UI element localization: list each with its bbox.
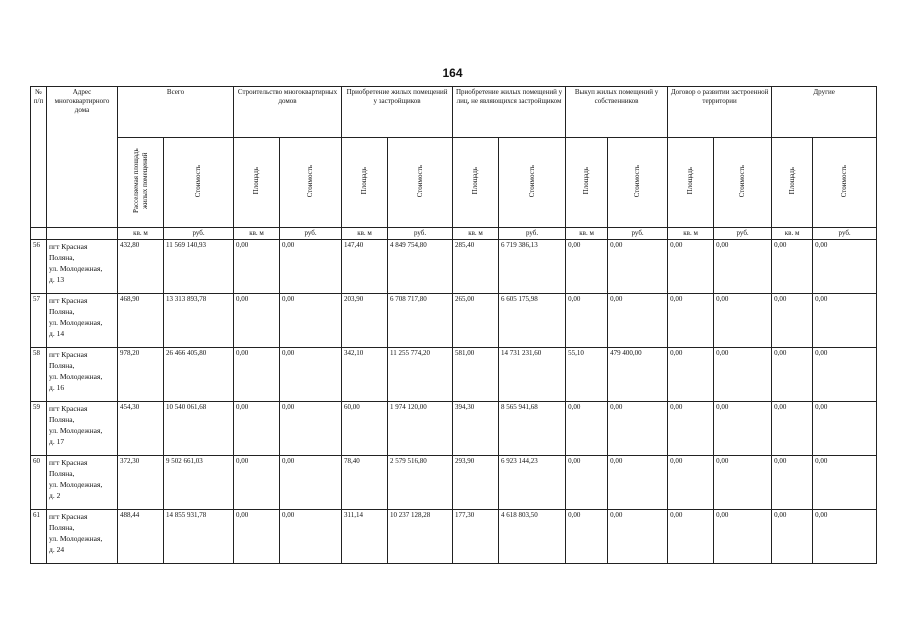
unit-spacer	[47, 228, 118, 240]
unit-label: руб.	[499, 228, 566, 240]
subheader-label: Площадь	[787, 167, 796, 195]
unit-label: кв. м	[453, 228, 499, 240]
unit-spacer	[31, 228, 47, 240]
address-line: ул. Молодежная,	[49, 480, 103, 489]
cost-value: 0,00	[714, 240, 772, 294]
subheader-label: Стоимость	[306, 164, 315, 198]
cost-value: 10 237 128,28	[388, 510, 453, 564]
cost-value: 0,00	[714, 510, 772, 564]
area-value: 203,90	[342, 294, 388, 348]
subheader-cell	[714, 138, 772, 228]
address-line: д. 17	[49, 437, 65, 446]
cost-value: 14 855 931,78	[164, 510, 234, 564]
cost-value: 0,00	[280, 456, 342, 510]
area-value: 0,00	[772, 348, 813, 402]
subheader-label: Стоимость	[527, 164, 536, 198]
area-value: 0,00	[234, 348, 280, 402]
area-value: 285,40	[453, 240, 499, 294]
cost-value: 4 849 754,80	[388, 240, 453, 294]
area-value: 0,00	[668, 348, 714, 402]
cost-value: 0,00	[280, 240, 342, 294]
area-value: 0,00	[668, 510, 714, 564]
cost-value: 479 400,00	[608, 348, 668, 402]
cost-value: 0,00	[813, 456, 877, 510]
header-address: Адрес многоквартирного дома	[47, 87, 118, 228]
address-line: пгт Красная	[49, 458, 88, 467]
cost-value: 1 974 120,00	[388, 402, 453, 456]
area-value: 0,00	[566, 510, 608, 564]
cost-value: 0,00	[280, 294, 342, 348]
area-value: 0,00	[234, 240, 280, 294]
cost-value: 6 923 144,23	[499, 456, 566, 510]
subheader-cell	[608, 138, 668, 228]
address-line: ул. Молодежная,	[49, 426, 103, 435]
unit-label: кв. м	[234, 228, 280, 240]
unit-label: руб.	[714, 228, 772, 240]
area-value: 432,80	[118, 240, 164, 294]
unit-label: руб.	[280, 228, 342, 240]
subheader-label: Площадь	[686, 167, 695, 195]
area-value: 978,20	[118, 348, 164, 402]
unit-label: руб.	[813, 228, 877, 240]
cost-value: 0,00	[608, 240, 668, 294]
row-number: 61	[31, 510, 47, 564]
subheader-label: Площадь	[360, 167, 369, 195]
cost-value: 0,00	[714, 294, 772, 348]
address-line: д. 14	[49, 329, 65, 338]
address-line: д. 2	[49, 491, 61, 500]
cost-value: 6 708 717,80	[388, 294, 453, 348]
cost-value: 0,00	[608, 456, 668, 510]
subheader-label: Площадь	[471, 167, 480, 195]
cost-value: 0,00	[280, 348, 342, 402]
table-row	[31, 294, 877, 348]
area-value: 0,00	[234, 456, 280, 510]
subheader-cell	[342, 138, 388, 228]
area-value: 372,30	[118, 456, 164, 510]
header-group-purchase-non-developers: Приобретение жилых помещений у лиц, не являющихся застройщиком	[453, 87, 566, 138]
subheader-label: Расселяемая площадь жилых помещений	[131, 148, 149, 214]
cost-value: 0,00	[813, 402, 877, 456]
cost-value: 14 731 231,60	[499, 348, 566, 402]
cost-value: 8 565 941,68	[499, 402, 566, 456]
row-number: 56	[31, 240, 47, 294]
area-value: 0,00	[234, 510, 280, 564]
header-group-purchase-developers: Приобретение жилых помещений у застройщиков	[342, 87, 453, 138]
unit-label: кв. м	[668, 228, 714, 240]
header-group-construction: Строительство многоквартирных домов	[234, 87, 342, 138]
header-group-other: Другие	[772, 87, 877, 138]
cost-value: 0,00	[813, 510, 877, 564]
address-cell	[47, 240, 118, 294]
area-value: 0,00	[668, 294, 714, 348]
area-value: 0,00	[566, 294, 608, 348]
area-value: 394,30	[453, 402, 499, 456]
address-line: ул. Молодежная,	[49, 318, 103, 327]
address-line: пгт Красная	[49, 404, 88, 413]
address-line: пгт Красная	[49, 296, 88, 305]
address-cell	[47, 402, 118, 456]
area-value: 177,30	[453, 510, 499, 564]
area-value: 293,90	[453, 456, 499, 510]
subheader-cell	[453, 138, 499, 228]
cost-value: 0,00	[608, 294, 668, 348]
area-value: 0,00	[772, 294, 813, 348]
address-cell	[47, 294, 118, 348]
area-value: 0,00	[772, 456, 813, 510]
subheader-label: Площадь	[252, 167, 261, 195]
address-line: ул. Молодежная,	[49, 264, 103, 273]
cost-value: 2 579 516,80	[388, 456, 453, 510]
subheader-label: Стоимость	[840, 164, 849, 198]
area-value: 0,00	[566, 402, 608, 456]
unit-label: руб.	[164, 228, 234, 240]
units-row	[31, 228, 877, 240]
table-row	[31, 240, 877, 294]
cost-value: 0,00	[813, 294, 877, 348]
area-value: 468,90	[118, 294, 164, 348]
address-line: Поляна,	[49, 523, 75, 532]
area-value: 311,14	[342, 510, 388, 564]
cost-value: 11 569 140,93	[164, 240, 234, 294]
cost-value: 6 605 175,98	[499, 294, 566, 348]
table-body	[31, 240, 877, 564]
subheader-cell	[566, 138, 608, 228]
address-line: Поляна,	[49, 469, 75, 478]
address-line: Поляна,	[49, 415, 75, 424]
subheader-cell	[388, 138, 453, 228]
cost-value: 0,00	[280, 510, 342, 564]
cost-value: 11 255 774,20	[388, 348, 453, 402]
page-number: 164	[442, 66, 463, 80]
area-value: 265,00	[453, 294, 499, 348]
cost-value: 0,00	[714, 456, 772, 510]
cost-value: 4 618 803,50	[499, 510, 566, 564]
cost-value: 9 502 661,03	[164, 456, 234, 510]
area-value: 0,00	[566, 240, 608, 294]
address-line: Поляна,	[49, 361, 75, 370]
address-line: ул. Молодежная,	[49, 534, 103, 543]
address-cell	[47, 456, 118, 510]
area-value: 0,00	[668, 456, 714, 510]
address-cell	[47, 510, 118, 564]
unit-label: кв. м	[566, 228, 608, 240]
header-group-buyout: Выкуп жилых помещений у собственников	[566, 87, 668, 138]
subheader-cell	[280, 138, 342, 228]
subheader-label: Стоимость	[415, 164, 424, 198]
area-value: 0,00	[234, 294, 280, 348]
area-value: 581,00	[453, 348, 499, 402]
address-line: ул. Молодежная,	[49, 372, 103, 381]
area-value: 0,00	[668, 402, 714, 456]
cost-value: 0,00	[608, 510, 668, 564]
area-value: 60,00	[342, 402, 388, 456]
cost-value: 0,00	[714, 348, 772, 402]
cost-value: 0,00	[813, 348, 877, 402]
cost-value: 6 719 386,13	[499, 240, 566, 294]
area-value: 55,10	[566, 348, 608, 402]
subheader-label: Стоимость	[194, 164, 202, 198]
area-value: 147,40	[342, 240, 388, 294]
address-line: пгт Красная	[49, 242, 88, 251]
subheader-cell	[772, 138, 813, 228]
address-line: д. 24	[49, 545, 65, 554]
subheader-cell	[234, 138, 280, 228]
subheader-cell	[813, 138, 877, 228]
unit-label: кв. м	[342, 228, 388, 240]
address-line: Поляна,	[49, 253, 75, 262]
table-row	[31, 402, 877, 456]
row-number: 57	[31, 294, 47, 348]
area-value: 342,10	[342, 348, 388, 402]
area-value: 78,40	[342, 456, 388, 510]
row-number: 60	[31, 456, 47, 510]
subheader-cell	[118, 138, 164, 228]
unit-label: кв. м	[772, 228, 813, 240]
subheader-label: Стоимость	[738, 164, 747, 198]
cost-value: 13 313 893,78	[164, 294, 234, 348]
unit-label: кв. м	[118, 228, 164, 240]
cost-value: 26 466 405,80	[164, 348, 234, 402]
unit-label: руб.	[388, 228, 453, 240]
table-row	[31, 456, 877, 510]
area-value: 0,00	[234, 402, 280, 456]
area-value: 0,00	[772, 510, 813, 564]
area-value: 488,44	[118, 510, 164, 564]
header-group-development-agreement: Договор о развитии застроенной территории	[668, 87, 772, 138]
cost-value: 0,00	[608, 402, 668, 456]
row-number: 58	[31, 348, 47, 402]
resettlement-table	[30, 86, 877, 564]
table-row	[31, 348, 877, 402]
area-value: 0,00	[566, 456, 608, 510]
cost-value: 10 540 061,68	[164, 402, 234, 456]
header-group-total: Всего	[118, 87, 234, 138]
header-num: № п/п	[31, 87, 47, 228]
area-value: 454,30	[118, 402, 164, 456]
cost-value: 0,00	[280, 402, 342, 456]
address-line: пгт Красная	[49, 512, 88, 521]
cost-value: 0,00	[714, 402, 772, 456]
row-number: 59	[31, 402, 47, 456]
address-line: д. 13	[49, 275, 65, 284]
address-line: пгт Красная	[49, 350, 88, 359]
address-cell	[47, 348, 118, 402]
address-line: д. 16	[49, 383, 65, 392]
subheader-cell	[164, 138, 234, 228]
subheader-label: Стоимость	[633, 164, 642, 198]
subheader-cell	[668, 138, 714, 228]
subheader-label: Площадь	[582, 167, 591, 195]
cost-value: 0,00	[813, 240, 877, 294]
area-value: 0,00	[772, 402, 813, 456]
unit-label: руб.	[608, 228, 668, 240]
table-row	[31, 510, 877, 564]
address-line: Поляна,	[49, 307, 75, 316]
area-value: 0,00	[772, 240, 813, 294]
subheader-cell	[499, 138, 566, 228]
area-value: 0,00	[668, 240, 714, 294]
